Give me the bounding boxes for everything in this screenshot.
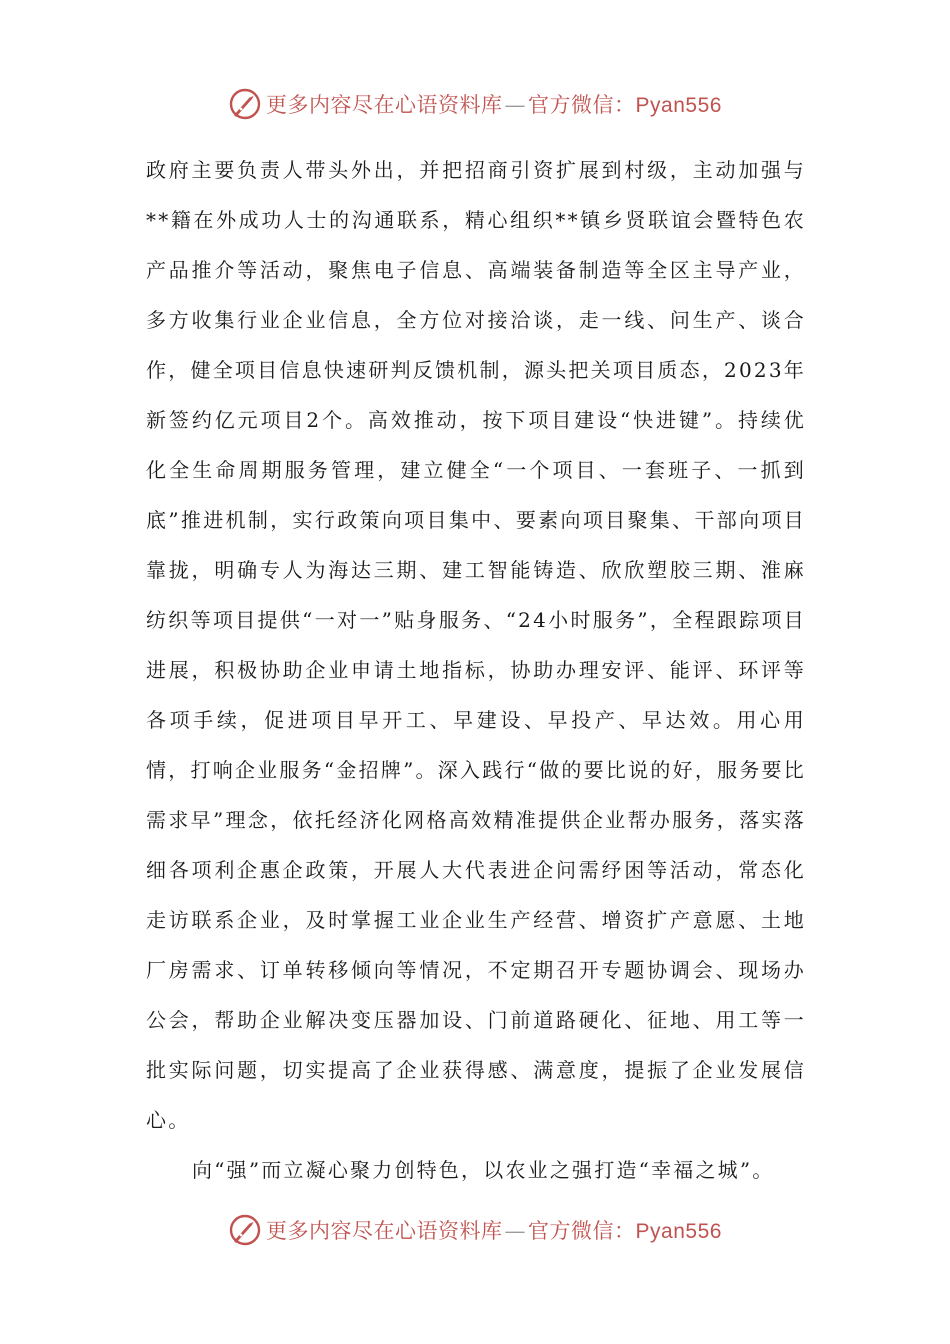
banner-wechat-id: Pyan556 bbox=[635, 1220, 722, 1243]
pen-nib-logo-icon bbox=[228, 87, 262, 121]
footer-banner bbox=[0, 1210, 950, 1250]
banner-dash: — bbox=[504, 93, 527, 117]
banner-wechat-label: 官方微信： bbox=[528, 93, 636, 117]
header-banner bbox=[0, 84, 950, 124]
paragraph-1: 政府主要负责人带头外出，并把招商引资扩展到村级，主动加强与**籍在外成功人士的沟通联系，精心组织**镇乡贤联谊会暨特色农产品推介等活动，聚焦电子信息、高端装备制造等全区主导产业，多方收集行业企业信息，全方位对接洽谈，走一线、问生产、谈合作，健全项目信息快速研判反馈机制，源头把关项目质态，2023年新签约亿元项目2个。高效推动，按下项目建设“快进键”。持续优化全生命周期服务管理，建立健全“一个项目、一套班子、一抓到底”推进机制，实行政策向项目集中、要素向项目聚集、干部向项目靠拢，明确专人为海达三期、建工智能铸造、欣欣塑胶三期、淮麻纺织等项目提供“一对一”贴身服务、“24小时服务”，全程跟踪项目进展，积极协助企业申请土地指标，协助办理安评、能评、环评等各项手续，促进项目早开工、早建设、早投产、早达效。用心用情，打响企业服务“金招牌”。深入践行“做的要比说的好，服务要比需求早”理念，依托经济化网格高效精准提供企业帮办服务，落实落细各项利企惠企政策，开展人大代表进企问需纾困等活动，常态化走访联系企业，及时掌握工业企业生产经营、增资扩产意愿、土地厂房需求、订单转移倾向等情况，不定期召开专题协调会、现场办公会，帮助企业解决变压器加设、门前道路硬化、征地、用工等一批实际问题，切实提高了企业获得感、满意度，提振了企业发展信心。 bbox=[146, 158, 806, 1132]
document-body bbox=[146, 145, 806, 1195]
banner-title: 更多内容尽在心语资料库 bbox=[266, 93, 503, 117]
pen-nib-logo-icon bbox=[228, 1213, 262, 1247]
banner-dash: — bbox=[504, 1219, 527, 1243]
banner-wechat-label: 官方微信： bbox=[528, 1219, 636, 1243]
banner-title: 更多内容尽在心语资料库 bbox=[266, 1219, 503, 1243]
banner-text bbox=[266, 1215, 722, 1245]
banner-wechat-id: Pyan556 bbox=[635, 94, 722, 117]
paragraph-2: 向“强”而立凝心聚力创特色，以农业之强打造“幸福之城”。 bbox=[192, 1158, 775, 1182]
banner-text bbox=[266, 89, 722, 119]
